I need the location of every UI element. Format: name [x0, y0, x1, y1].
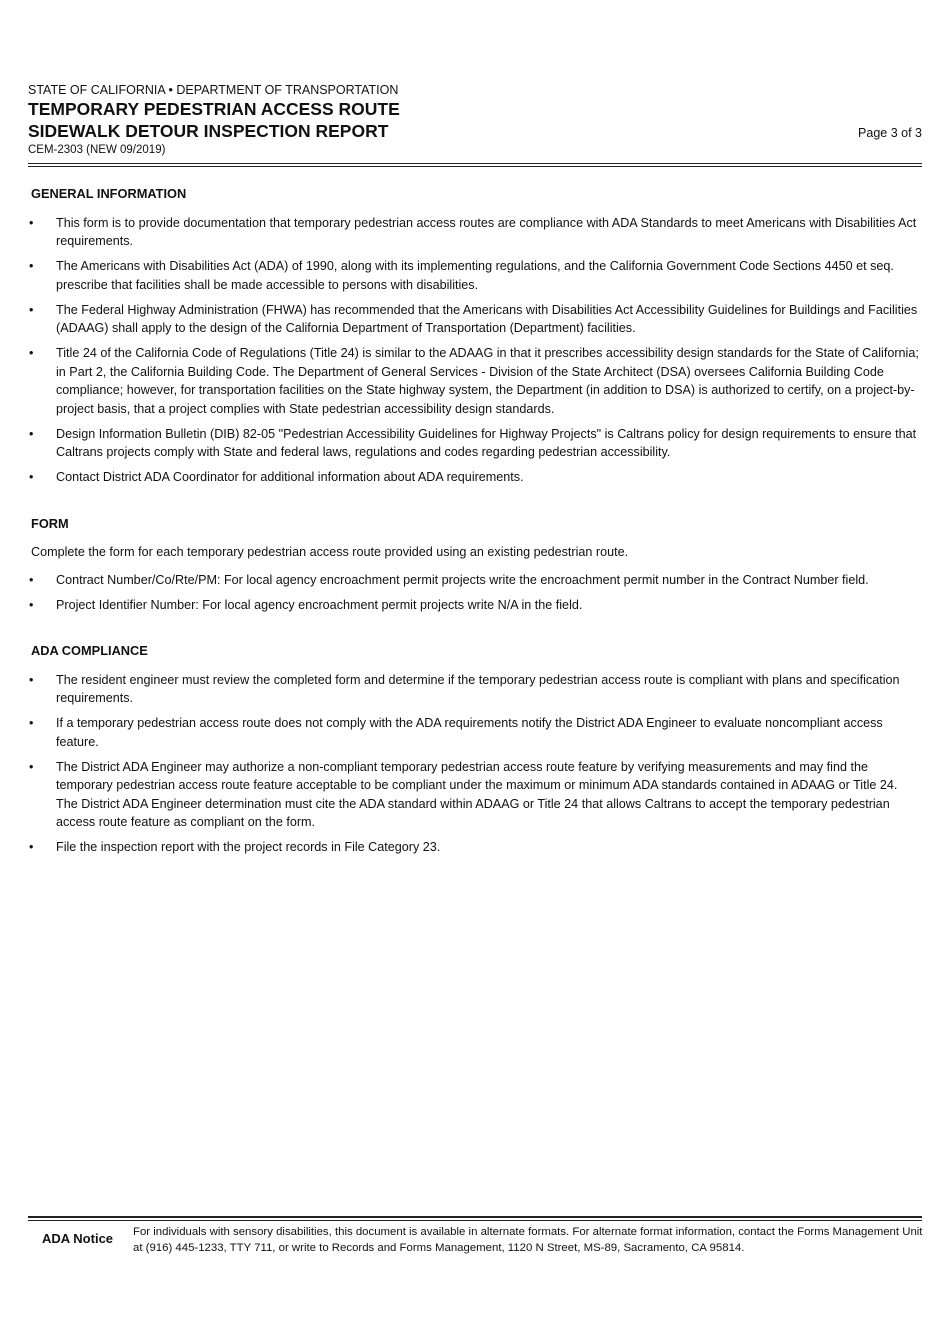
list-item-text: The resident engineer must review the completed form and determine if the temporary pedestrian access route is compliant with plans and specification requirements. — [56, 672, 900, 705]
section-form — [31, 515, 919, 615]
list-item — [31, 425, 919, 462]
list-item-text: The Americans with Disabilities Act (ADA) of 1990, along with its implementing regulations, and the California Government Code Sections 4450 et seq. prescribe that facilities shall be made accessible to persons with disabilities. — [56, 259, 894, 292]
form-header — [28, 83, 924, 158]
section-heading: GENERAL INFORMATION — [31, 186, 187, 201]
list-item-text: Title 24 of the California Code of Regulations (Title 24) is similar to the ADAAG in that it prescribes accessibility design standards for the State of California; in Part 2, the California Building Code. The Department of General Services - Division of the State Architect (DSA) oversees California Building Code compliance; however, for transportation facilities on the State highway system, the Department (in addition to DSA) is authorized to certify, on a project-by-project basis, that a project complies with State pedestrian accessibility design standards. — [56, 346, 919, 416]
header-divider-second — [28, 166, 922, 167]
bullet-icon: • — [29, 346, 34, 360]
list-item — [31, 257, 919, 294]
list-item-text: This form is to provide documentation that temporary pedestrian access routes are compliance with ADA Standards to meet Americans with Disabilities Act requirements. — [56, 215, 917, 248]
list-item — [31, 714, 919, 751]
list-item — [31, 344, 919, 418]
section-heading: ADA COMPLIANCE — [31, 643, 148, 658]
bullet-icon: • — [29, 426, 34, 441]
bullet-list — [31, 214, 919, 487]
bullet-icon: • — [29, 840, 34, 854]
bullet-icon: • — [29, 672, 34, 687]
header-divider — [28, 163, 922, 164]
bullet-icon: • — [29, 759, 34, 774]
section-intro: Complete the form for each temporary pedestrian access route provided using an existing pedestrian route. — [31, 545, 629, 559]
page-number: Page 3 of 3 — [858, 126, 922, 140]
bullet-icon: • — [29, 259, 34, 273]
bullet-icon: • — [29, 302, 34, 317]
list-item-text: The Federal Highway Administration (FHWA) has recommended that the Americans with Disabilities Act Accessibility Guidelines for Buildings and Facilities (ADAAG) shall apply to the design of the California Department of Transportation (Department) facilities. — [56, 302, 918, 335]
bullet-list — [31, 671, 919, 857]
list-item — [31, 301, 919, 338]
list-item — [31, 214, 919, 251]
section-heading: FORM — [31, 515, 69, 531]
form-title-line-1: TEMPORARY PEDESTRIAN ACCESS ROUTE — [28, 99, 400, 119]
document-body — [31, 185, 919, 885]
list-item — [31, 596, 919, 615]
list-item-text: Project Identifier Number: For local agency encroachment permit projects write N/A in the field. — [56, 597, 583, 612]
bullet-icon: • — [29, 215, 34, 230]
bullet-icon: • — [29, 597, 34, 612]
ada-notice-text: For individuals with sensory disabilities, this document is available in alternate formats. For alternate format information, contact the Forms Management Unit at (916) 445-1233, TTY 711, or write to Records and Forms Management, 1120 N Street, MS-89, Sacramento, CA 95814. — [133, 1226, 923, 1254]
bullet-icon: • — [29, 470, 34, 484]
section-ada-compliance — [31, 642, 919, 857]
list-item — [31, 758, 919, 832]
list-item — [31, 838, 919, 857]
agency-name: STATE OF CALIFORNIA • DEPARTMENT OF TRANSPORTATION — [28, 83, 399, 97]
list-item — [31, 671, 919, 708]
footer-divider-second — [28, 1220, 922, 1221]
footer-divider — [28, 1216, 922, 1218]
list-item-text: Contact District ADA Coordinator for additional information about ADA requirements. — [56, 470, 524, 484]
list-item-text: The District ADA Engineer may authorize a non-compliant temporary pedestrian access route feature by verifying measurements and may find the temporary pedestrian access route feature acceptable to be compliant under the maximum or minimum ADA standards contained in ADAAG or Title 24. The District ADA Engineer determination must cite the ADA standard within ADAAG or Title 24 that allows Caltrans to accept the temporary pedestrian access route feature as compliant on the form. — [56, 759, 898, 829]
section-general-information — [31, 185, 919, 487]
bullet-icon: • — [29, 572, 34, 587]
list-item — [31, 468, 919, 487]
form-number: CEM-2303 (NEW 09/2019) — [28, 144, 166, 156]
form-title-line-2: SIDEWALK DETOUR INSPECTION REPORT — [28, 121, 389, 141]
bullet-list — [31, 571, 919, 615]
list-item-text: If a temporary pedestrian access route does not comply with the ADA requirements notify the District ADA Engineer to evaluate noncompliant access feature. — [56, 716, 883, 749]
list-item-text: File the inspection report with the project records in File Category 23. — [56, 840, 441, 854]
bullet-icon: • — [29, 716, 34, 730]
list-item-text: Design Information Bulletin (DIB) 82-05 "Pedestrian Accessibility Guidelines for Highway Projects" is Caltrans policy for design requirements to ensure that Caltrans projects comply with State and federal laws, regulations and codes regarding pedestrian accessibility. — [56, 426, 917, 459]
ada-notice-label: ADA Notice — [42, 1231, 114, 1246]
list-item — [31, 571, 919, 590]
list-item-text: Contract Number/Co/Rte/PM: For local agency encroachment permit projects write the encroachment permit number in the Contract Number field. — [56, 572, 869, 587]
